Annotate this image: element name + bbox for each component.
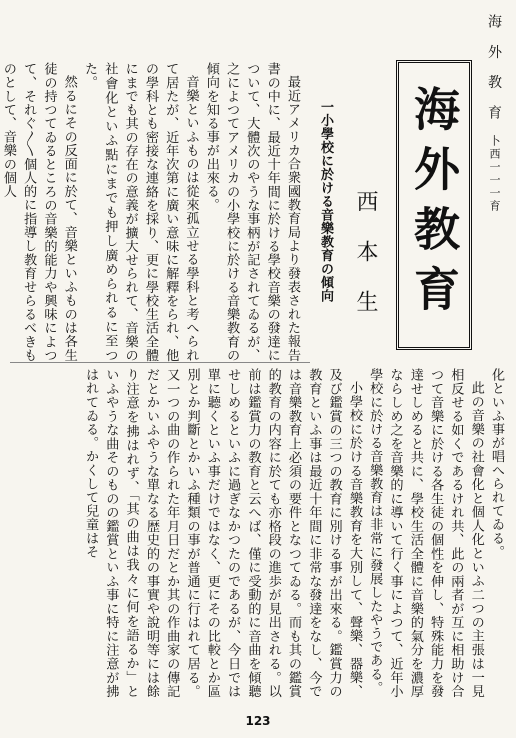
article-subtitle: 一小學校に於ける音樂教育の傾向 xyxy=(318,100,333,303)
issue-label: 卜西一一一育 xyxy=(488,135,501,214)
paragraph: 化といふ事が唱へられてゐる。 xyxy=(489,368,504,559)
page-number: 123 xyxy=(245,714,271,728)
body-text-upper xyxy=(0,62,302,362)
paragraph: 最近アメリカ合衆國教育局より發表された報告書の中に、最近十年間に於ける學校音樂の發達について、大體次のやうな事柄が記されてゐるが、之によつてアメリカの小學校に於ける音樂教育の傾向を知る事が出來る。 xyxy=(203,62,300,362)
paragraph: 然るにその反面に於て、音樂といふものは各生徒の持つてゐるところの音樂的能力や興味によつて、それぐ〳〵個人的に指導し教育せらるべきものとして、音樂の個人 xyxy=(0,62,77,362)
body-text-lower xyxy=(8,368,506,698)
section-divider xyxy=(10,362,310,363)
article-title-box xyxy=(396,60,472,350)
paragraph: 小學校に於ける音樂教育を大別して、聲樂、器樂、及び鑑賞の三つの教育に別ける事が出來る。鑑賞力の教育といふ事は最近十年間に非常な發達をなし、今では音樂教育上必須の要件となつてゐる。而も其の鑑賞的教育の内容に於ても亦格段の進歩が見出される。以前は鑑賞力の教育と云へば、僅に受動的に音曲を傾聽せしめるといふに過ぎなかつたのであるが、今日では單に聽くといふ事だけではなく、更にその比較とか區別とか判斷とかいふ種類の事が普通に行はれて居る。又一つの曲の作られた年月日だとか其の作曲家の傳記だとかいふやうな單なる歴史的の事實や說明等には餘り注意を拂はれず、「其の曲は我々に何を語るか」といふやうな曲そのものの鑑賞といふ事に特に注意が拂はれてゐる。かくして兒童はそ xyxy=(83,368,362,698)
section-title: 海 外 教 育 xyxy=(486,14,502,126)
article-title: 海外教育 xyxy=(407,85,461,325)
article-author: 西本生 xyxy=(353,190,378,340)
paragraph: 此の音樂の社會化と個人化といふ二つの主張は一見相反せる如くであるけれ共、此の兩者が互に相助け合つて音樂に於ける各生徒の個性を伸し、特殊能力を發達せしめると共に、學校生活全體に音樂的氣分を濃厚ならしめ之を音樂的に導いて行く事によつて、近年小學校に於ける音樂教育は非常に發展したやうである。 xyxy=(367,368,484,698)
paragraph: 音樂といふものは從來孤立せる學科と考へられて居たが、近年次第に廣い意味に解釋をられ、他の學科とも密接な連絡を採り、更に學校生活全體にまでも其の存在の意義が擴大せられて、音樂の社會化といふ點にまでも押し廣められるに至つた。 xyxy=(82,62,199,362)
running-header xyxy=(484,14,504,213)
